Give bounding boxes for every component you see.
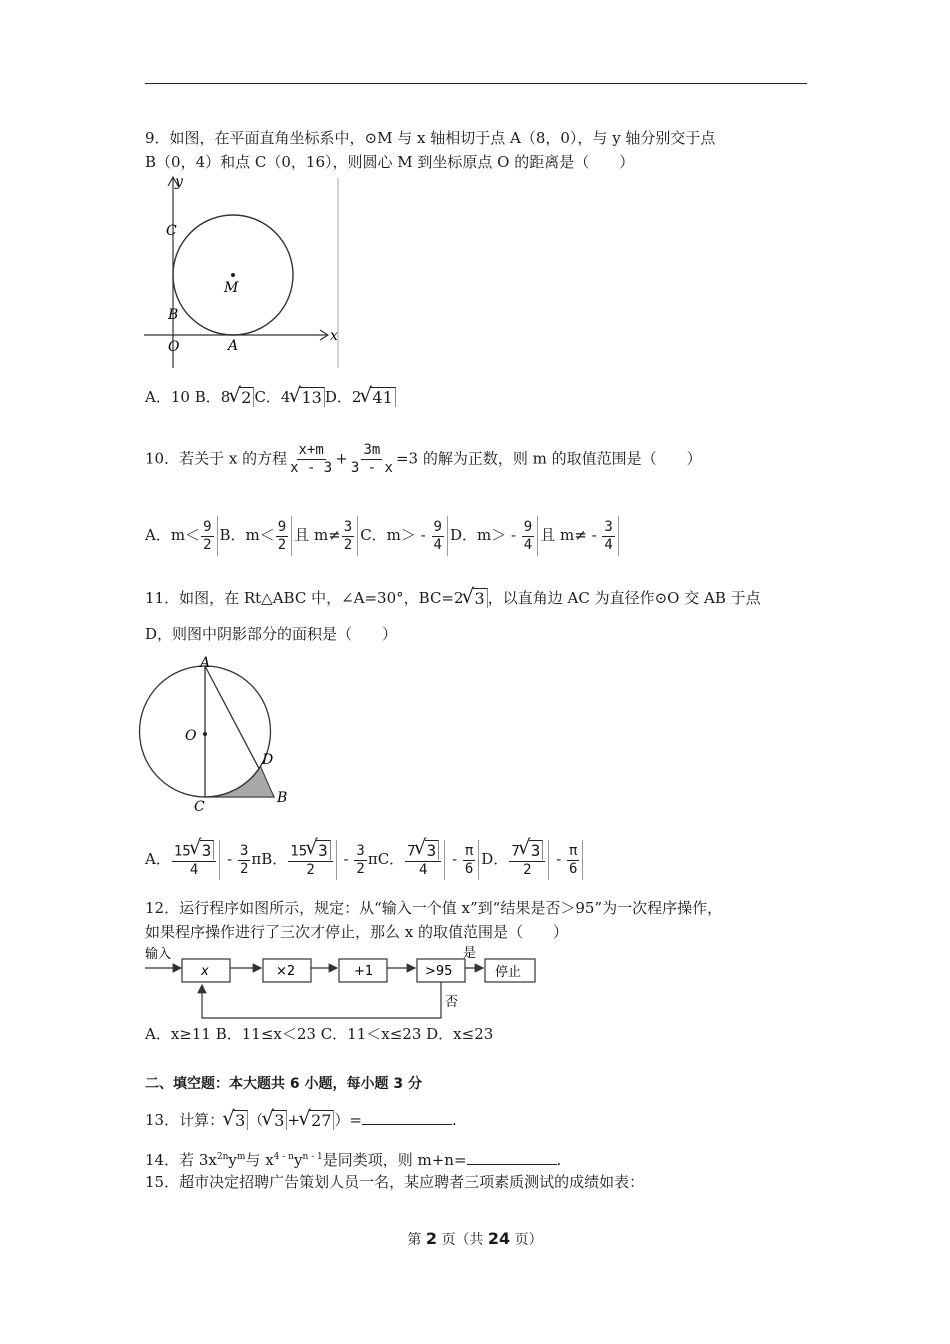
flow-box-compare-label: >95 [425, 964, 453, 979]
q12-flowchart [143, 943, 543, 1023]
y-axis-label: y [175, 174, 183, 190]
q10-frac2: $\frac{3m}{3 - x}$ [350, 442, 393, 476]
shaded-region [205, 767, 274, 797]
point-a-label: A [200, 655, 211, 671]
q11-text-line2: D，则图中阴影部分的面积是（ ） [145, 625, 398, 643]
q10-options: A．m＜ $\frac{9}{2}$ B．m＜ $\frac{9}{2}$ 且 m≠ $\frac{3}{2}$ C．m＞ - $\frac{9}{4}$ D．m＞ - $\frac{9}{4}$ 且 m≠ - $\frac{3}{4}$ [145, 516, 621, 556]
point-c-label: C [166, 223, 177, 239]
flow-no-label: 否 [445, 995, 459, 1010]
page-footer: 第 2 页（共 24 页） [407, 1229, 543, 1248]
center-m-dot [231, 273, 235, 277]
point-o-label: O [185, 728, 197, 744]
q11-text-line1: 11．如图，在 Rt△ABC 中，∠A=30°，BC=2√ 3 ，以直角边 AC 为直径作⊙O 交 AB 于点 [145, 588, 761, 609]
q13-text: 13．计算：√ 3 （√ 3 +√ 27 ）= . [145, 1110, 457, 1131]
q12-text-line2: 如果程序操作进行了三次才停止，那么 x 的取值范围是（ ） [145, 923, 568, 941]
flow-box-x-label: x [201, 964, 209, 979]
q9-text-line2: B（0，4）和点 C（0，16），则圆心 M 到坐标原点 O 的距离是（ ） [145, 153, 635, 171]
point-d-label: D [262, 752, 274, 768]
point-c-label: C [194, 799, 205, 815]
flow-input-label: 输入 [145, 947, 172, 962]
q9-options: A．10 B．8√ 2 C．4√ 13 D．2√ 41 [145, 387, 396, 408]
point-o-label: O [168, 339, 180, 355]
flow-box-times2-label: ×2 [276, 964, 296, 979]
point-a-label: A [228, 338, 239, 354]
q9-text-line1: 9．如图，在平面直角坐标系中，⊙M 与 x 轴相切于点 A（8，0），与 y 轴分别交于点 [145, 129, 716, 147]
point-m-label: M [224, 280, 239, 296]
q13-answer-blank[interactable] [362, 1110, 452, 1125]
q11-options: A． $\frac{15√ 3}{4}$ - $\frac{3}{2}$ πB． $\frac{15√ 3}{2}$ - $\frac{3}{2}$ πC． $\frac{7√ 3}{4}$ - $\frac{\pi}{6}$ D． $\frac{7√ 3}{2}$ - $\frac{\pi}{6}$ [145, 840, 585, 880]
q10-text: 10．若关于 x 的方程 $\frac{x+m}{x - 3}$ + $\frac{3m}{3 - x}$ =3 的解为正数，则 m 的取值范围是（ ） [145, 442, 702, 476]
section-2-heading: 二、填空题：本大题共 6 小题，每小题 3 分 [145, 1076, 422, 1092]
q12-options: A．x≥11 B．11≤x＜23 C．11＜x≤23 D．x≤23 [145, 1025, 494, 1043]
flow-stop-label: 停止 [495, 965, 522, 980]
flow-yes-label: 是 [463, 946, 477, 961]
point-b-label: B [277, 790, 288, 806]
q14-text: 14．若 $3x^{2n}y^m$与 $x^{4 - n}y^{n - 1}$是同类项，则 m+n= . [145, 1151, 562, 1169]
center-o-dot [203, 732, 207, 736]
page-number: 2 [425, 1229, 437, 1248]
page-total: 24 [487, 1229, 511, 1248]
q10-frac1: $\frac{x+m}{x - 3}$ [290, 442, 333, 476]
q11-figure [138, 652, 298, 817]
flow-box-plus1-label: +1 [354, 964, 374, 979]
point-b-label: B [168, 307, 179, 323]
q14-answer-blank[interactable] [467, 1150, 557, 1165]
q9-figure [142, 172, 342, 370]
q12-text-line1: 12．运行程序如图所示，规定：从“输入一个值 x”到“结果是否＞95”为一次程序操作， [145, 899, 723, 917]
flow-loop-back [202, 982, 441, 1018]
x-axis-label: x [330, 328, 338, 344]
q15-text: 15．超市决定招聘广告策划人员一名，某应聘者三项素质测试的成绩如表： [145, 1173, 645, 1191]
header-rule [145, 83, 807, 84]
